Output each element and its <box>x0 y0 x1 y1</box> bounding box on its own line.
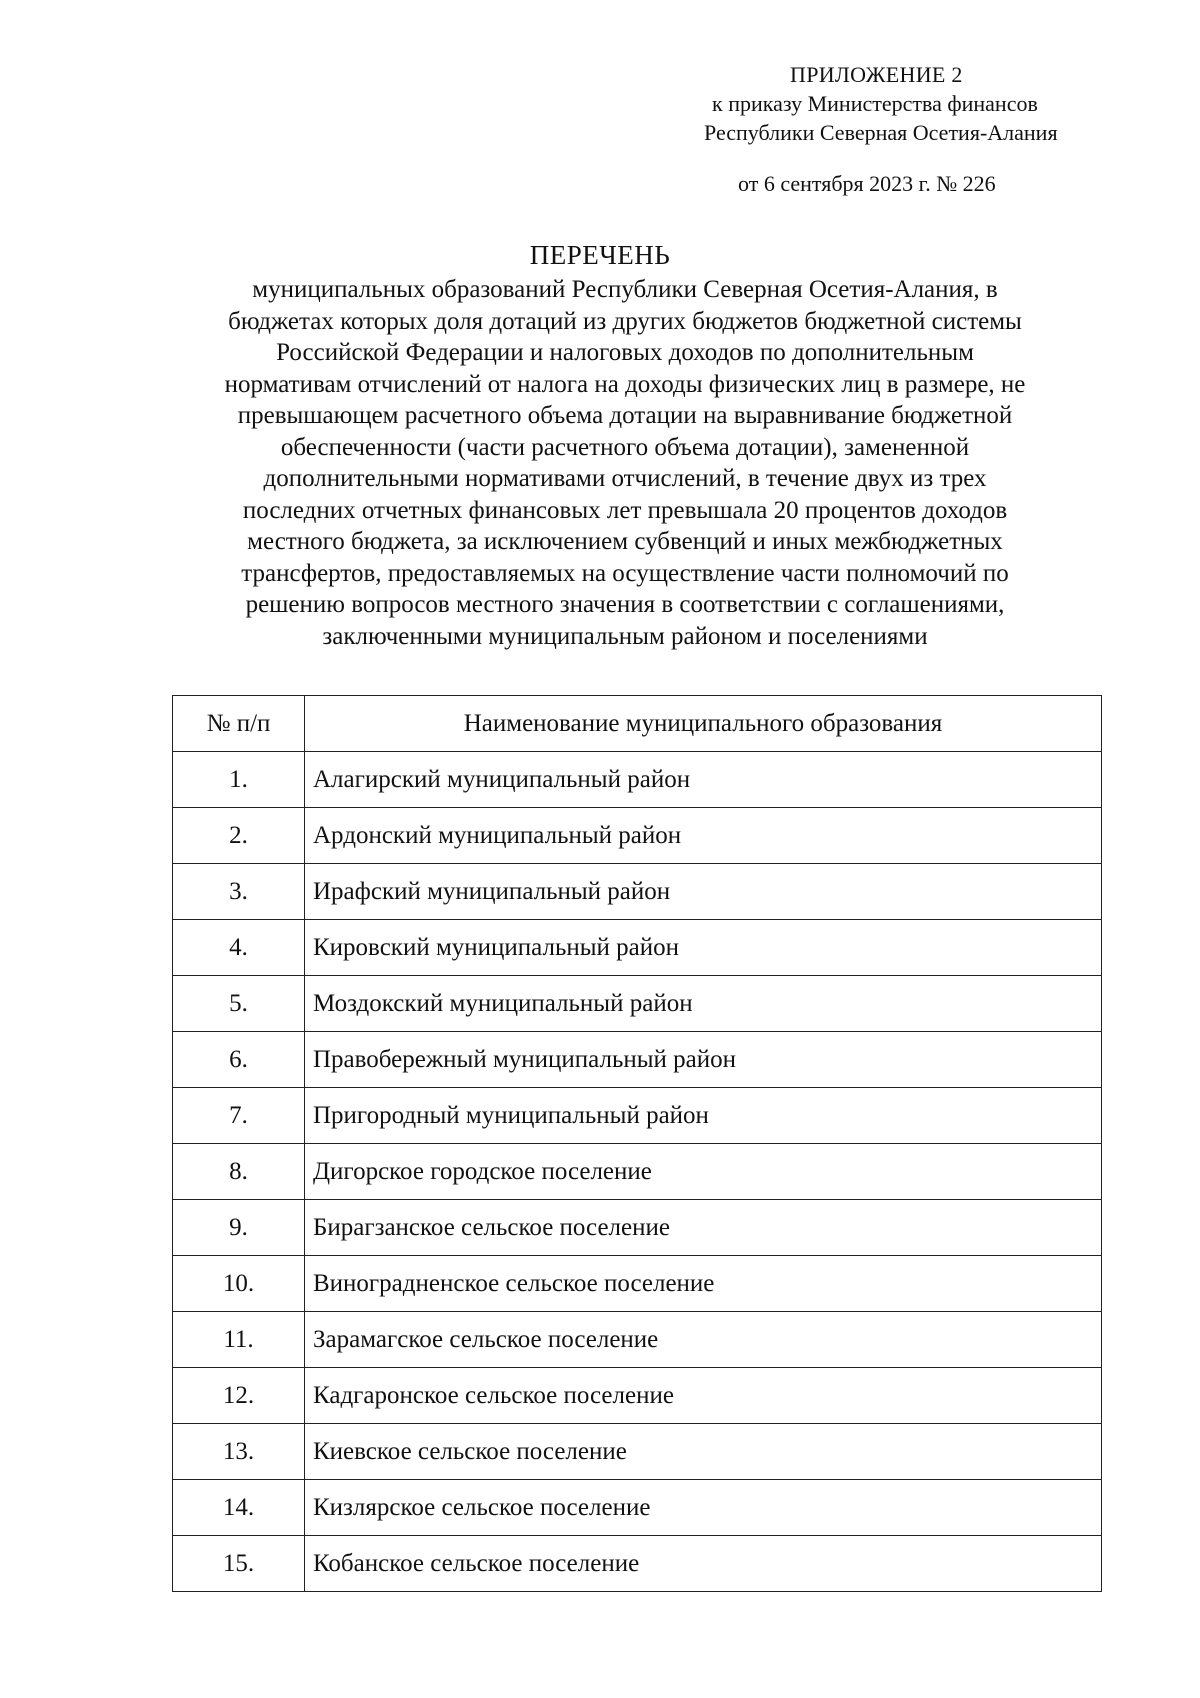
header-name: Наименование муниципального образования <box>305 696 1102 752</box>
table-row <box>173 1032 1102 1088</box>
municipalities-table <box>172 695 1102 1592</box>
row-number: 3. <box>173 864 305 920</box>
document-description <box>150 274 1100 652</box>
appendix-block <box>660 60 1080 198</box>
row-name: Пригородный муниципальный район <box>305 1088 1102 1144</box>
row-name: Кизлярское сельское поселение <box>305 1480 1102 1536</box>
description-line: трансфертов, предоставляемых на осуществление части полномочий по <box>241 559 1009 587</box>
table-row <box>173 1088 1102 1144</box>
row-number: 6. <box>173 1032 305 1088</box>
row-name: Кадгаронское сельское поселение <box>305 1368 1102 1424</box>
row-number: 13. <box>173 1424 305 1480</box>
row-name: Бирагзанское сельское поселение <box>305 1200 1102 1256</box>
row-number: 8. <box>173 1144 305 1200</box>
row-name: Кировский муниципальный район <box>305 920 1102 976</box>
row-name: Виноградненское сельское поселение <box>305 1256 1102 1312</box>
description-line: превышающем расчетного объема дотации на выравнивание бюджетной <box>237 402 1013 429</box>
row-number: 14. <box>173 1480 305 1536</box>
document-title: ПЕРЕЧЕНЬ <box>529 240 671 270</box>
row-number: 4. <box>173 920 305 976</box>
row-number: 9. <box>173 1200 305 1256</box>
table-row <box>173 864 1102 920</box>
appendix-title: ПРИЛОЖЕНИЕ 2 <box>790 62 963 87</box>
table-row <box>173 1368 1102 1424</box>
row-name: Киевское сельское поселение <box>305 1424 1102 1480</box>
row-name: Кобанское сельское поселение <box>305 1536 1102 1592</box>
appendix-order-reference: к приказу Министерства финансов <box>712 91 1038 116</box>
table-row <box>173 1256 1102 1312</box>
row-name: Дигорское городское поселение <box>305 1144 1102 1200</box>
description-line: дополнительными нормативами отчислений, в течение двух из трех <box>263 465 987 492</box>
row-number: 2. <box>173 808 305 864</box>
row-number: 10. <box>173 1256 305 1312</box>
table-row <box>173 808 1102 864</box>
table-row <box>173 1480 1102 1536</box>
description-line: местного бюджета, за исключением субвенций и иных межбюджетных <box>247 528 1003 555</box>
row-name: Алагирский муниципальный район <box>305 752 1102 808</box>
appendix-date: от 6 сентября 2023 г. № 226 <box>738 171 996 196</box>
description-line: муниципальных образований Республики Северная Осетия-Алания, в <box>252 276 998 303</box>
description-line: обеспеченности (части расчетного объема дотации), замененной <box>280 433 970 461</box>
table-row <box>173 920 1102 976</box>
table-row <box>173 976 1102 1032</box>
description-line: последних отчетных финансовых лет превышала 20 процентов доходов <box>242 496 1008 524</box>
table-row <box>173 1424 1102 1480</box>
description-line: Российской Федерации и налоговых доходов по дополнительным <box>276 339 974 366</box>
row-name: Правобережный муниципальный район <box>305 1032 1102 1088</box>
description-line: заключенными муниципальным районом и поселениями <box>322 622 928 650</box>
header-number: № п/п <box>173 696 305 752</box>
table-row <box>173 1536 1102 1592</box>
row-number: 1. <box>173 752 305 808</box>
table-header-row <box>173 696 1102 752</box>
table-row <box>173 1312 1102 1368</box>
row-number: 7. <box>173 1088 305 1144</box>
row-number: 15. <box>173 1536 305 1592</box>
description-line: нормативам отчислений от налога на доходы физических лиц в размере, не <box>224 370 1026 398</box>
row-name: Зарамагское сельское поселение <box>305 1312 1102 1368</box>
description-line: решению вопросов местного значения в соответствии с соглашениями, <box>245 591 1005 618</box>
row-number: 11. <box>173 1312 305 1368</box>
appendix-ministry-reference: Республики Северная Осетия-Алания <box>704 120 1058 145</box>
row-name: Ардонский муниципальный район <box>305 808 1102 864</box>
row-number: 5. <box>173 976 305 1032</box>
row-name: Моздокский муниципальный район <box>305 976 1102 1032</box>
description-line: бюджетах которых доля дотаций из других бюджетов бюджетной системы <box>228 307 1022 335</box>
table-row <box>173 1200 1102 1256</box>
table-row <box>173 752 1102 808</box>
row-name: Ирафский муниципальный район <box>305 864 1102 920</box>
table-row <box>173 1144 1102 1200</box>
row-number: 12. <box>173 1368 305 1424</box>
